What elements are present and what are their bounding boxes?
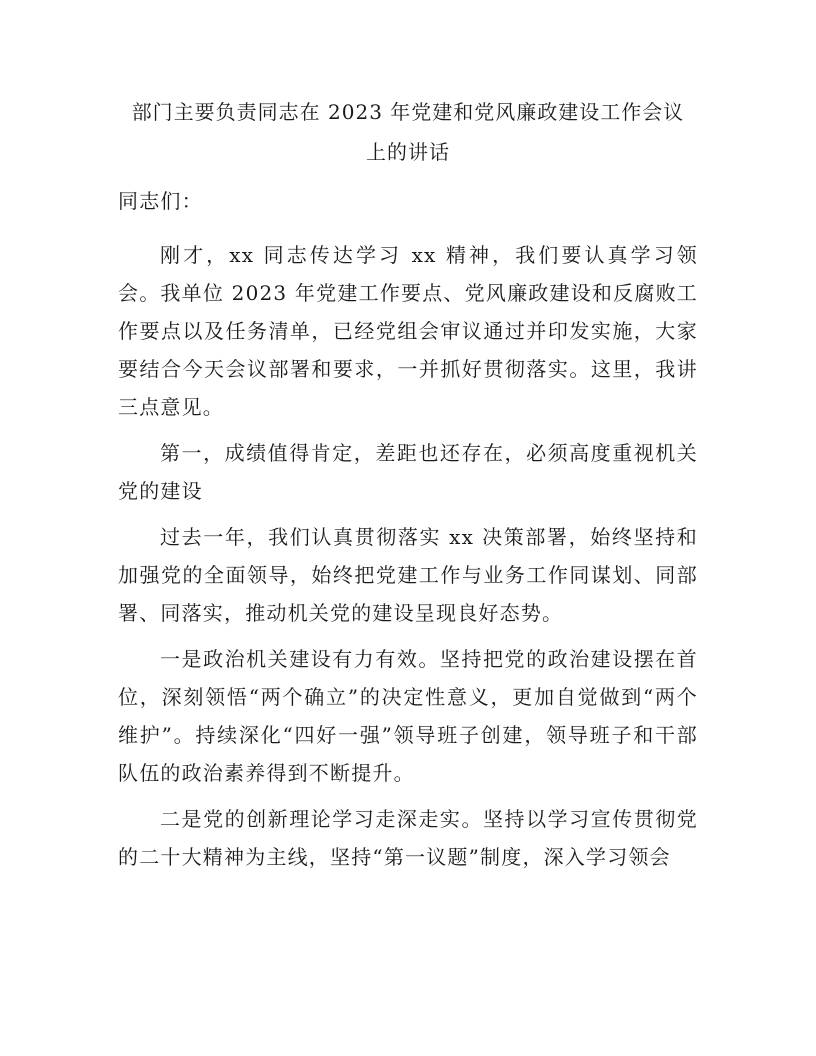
paragraph-opening: 刚才，xx 同志传达学习 xx 精神，我们要认真学习领会。我单位 2023 年党建工作要点、党风廉政建设和反腐败工作要点以及任务清单，已经党组会审议通过并印发实施，大家要结合今天会议部署和要求，一并抓好贯彻落实。这里，我讲三点意见。	[118, 243, 698, 419]
title-line-1: 部门主要负责同志在 2023 年党建和党风廉政建设工作会议	[131, 100, 685, 124]
title-line-2: 上的讲话	[366, 140, 450, 164]
document-body	[118, 182, 698, 884]
paragraph-theory-study: 二是党的创新理论学习走深走实。坚持以学习宣传贯彻党的二十大精神为主线，坚持“第一议题”制度，深入学习领会	[118, 807, 698, 869]
document-title	[118, 92, 698, 172]
paragraph-past-year: 过去一年，我们认真贯彻落实 xx 决策部署，始终坚持和加强党的全面领导，始终把党建工作与业务工作同谋划、同部署、同落实，推动机关党的建设呈现良好态势。	[118, 525, 698, 625]
section-heading-first: 第一，成绩值得肯定，差距也还存在，必须高度重视机关党的建设	[118, 441, 698, 503]
salutation: 同志们：	[118, 189, 203, 213]
paragraph-political-building: 一是政治机关建设有力有效。坚持把党的政治建设摆在首位，深刻领悟“两个确立”的决定性意义，更加自觉做到“两个维护”。持续深化“四好一强”领导班子创建，领导班子和干部队伍的政治素养得到不断提升。	[118, 647, 698, 785]
